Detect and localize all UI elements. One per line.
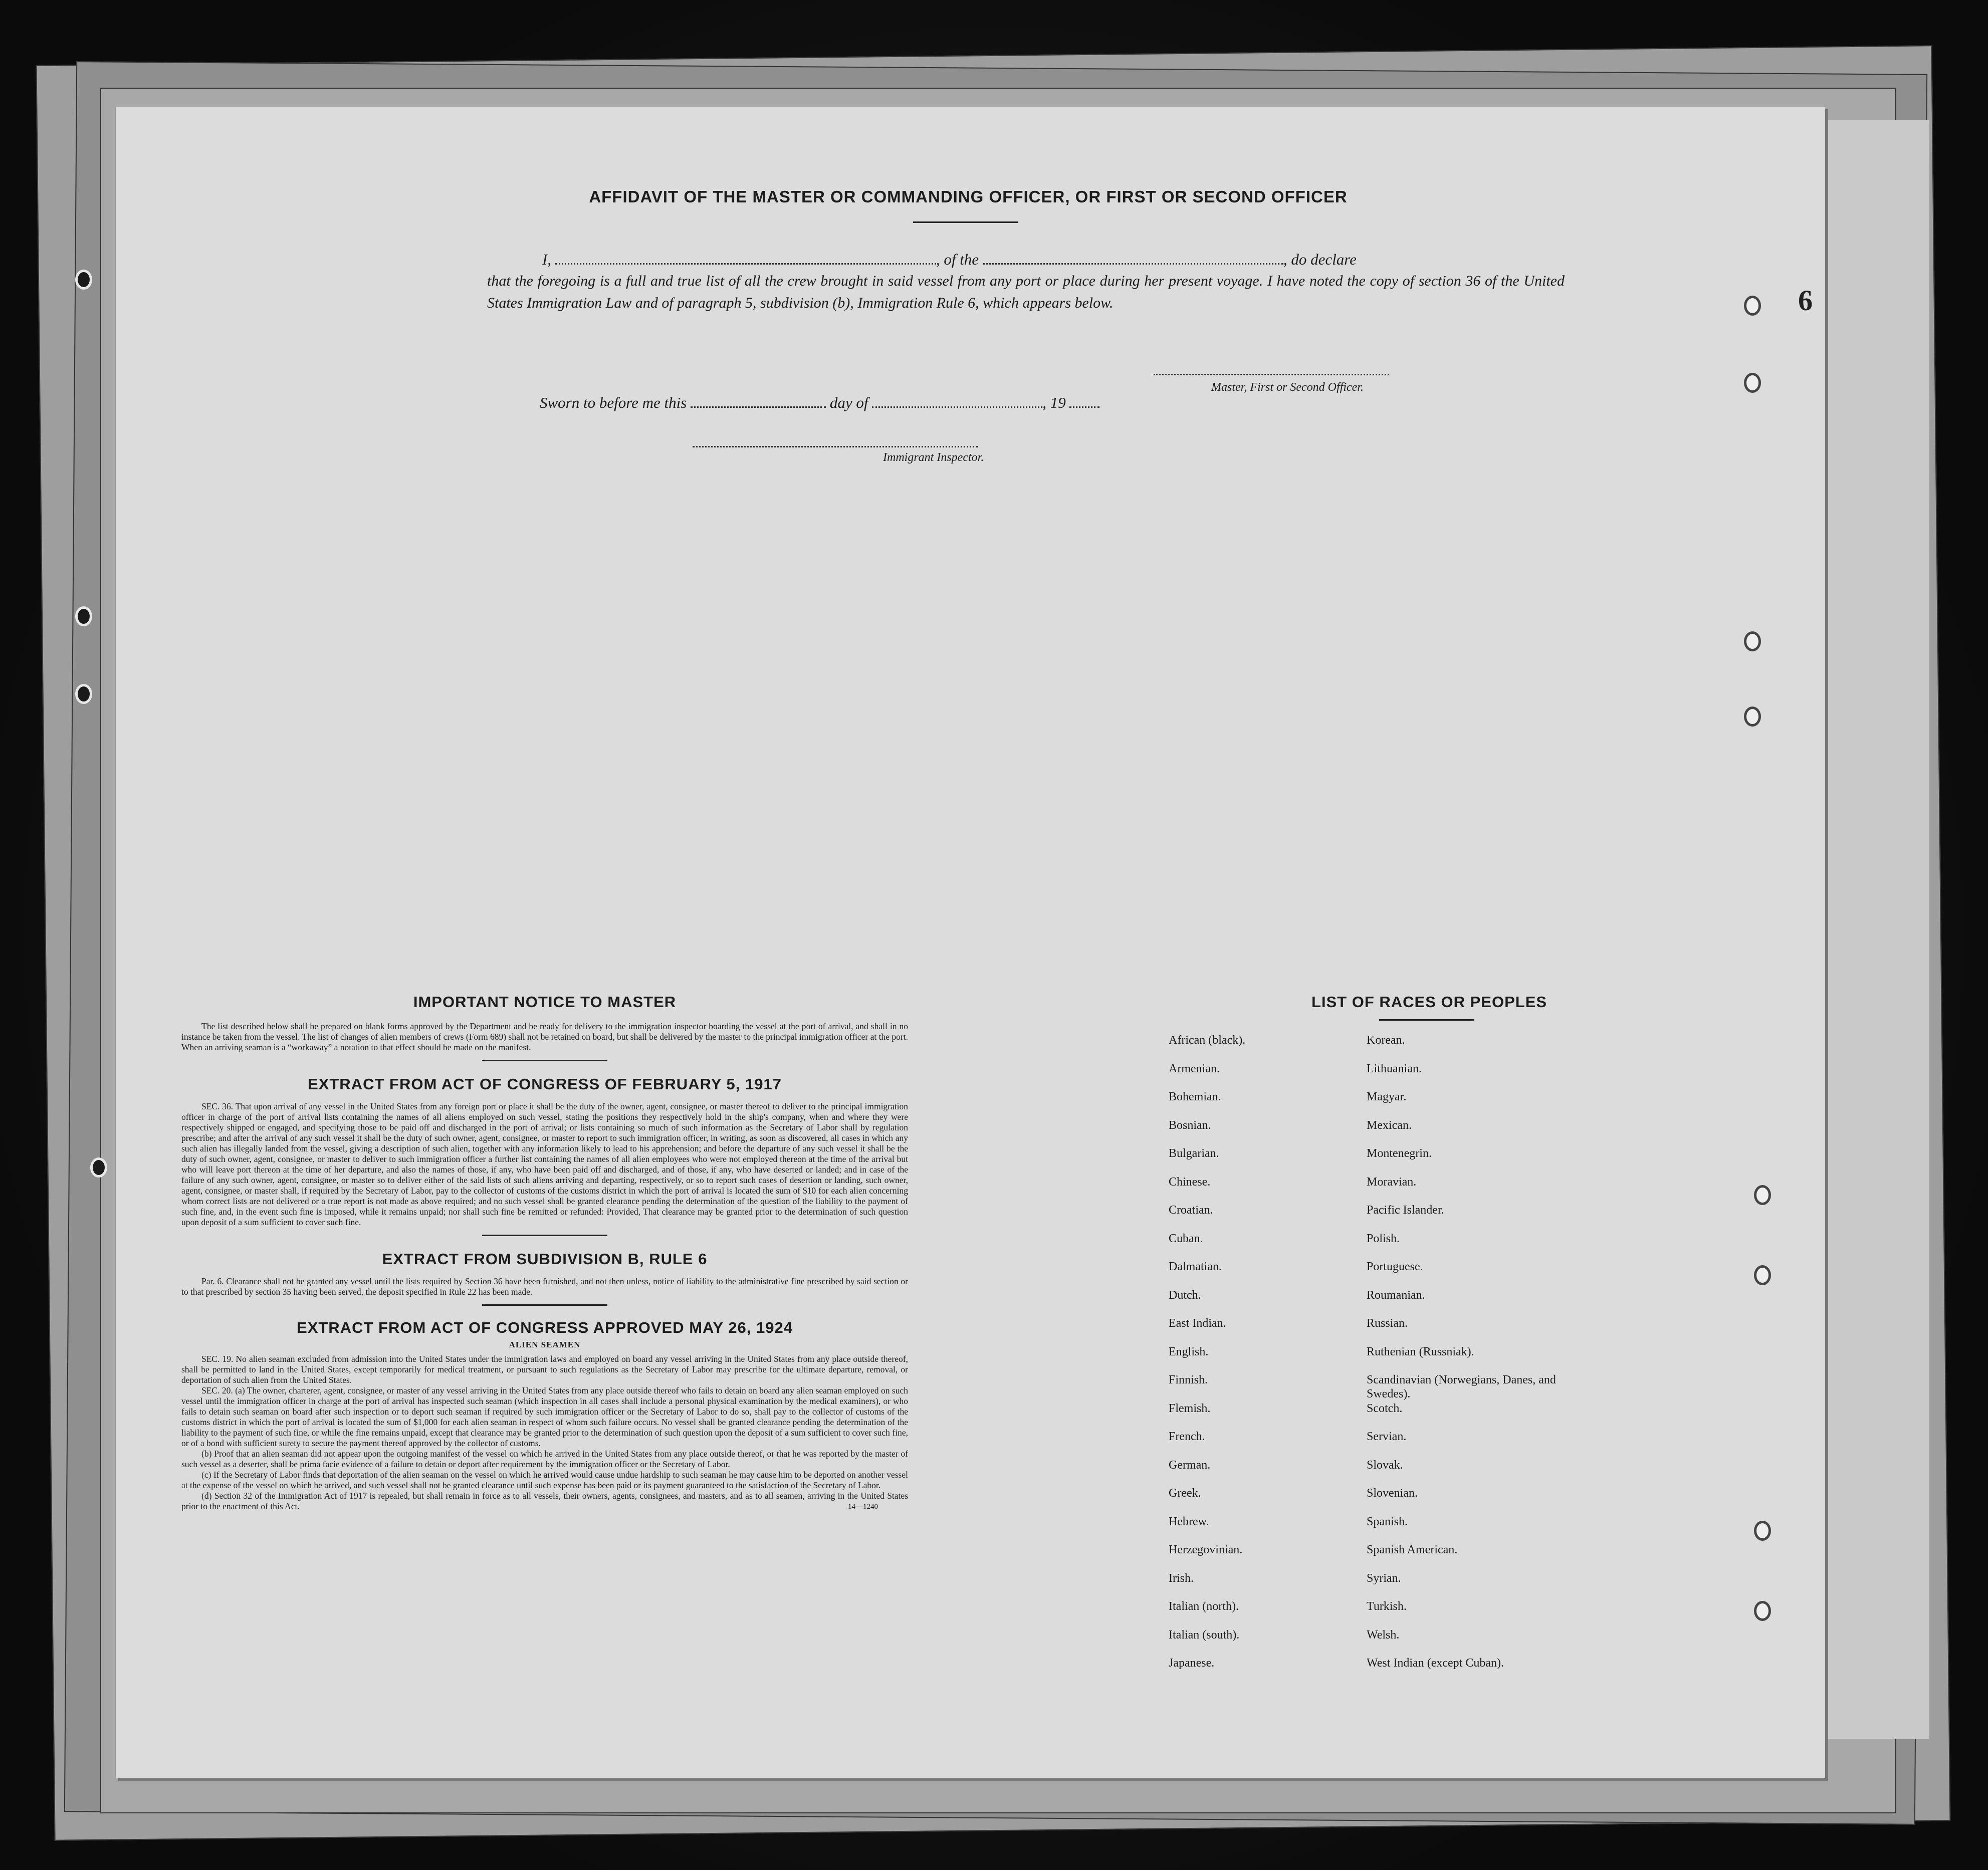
extract-rule6-title: EXTRACT FROM SUBDIVISION B, RULE 6	[382, 1250, 708, 1268]
race-item: Servian.	[1367, 1430, 1407, 1443]
binder-hole	[90, 1157, 107, 1178]
master-signature-blank[interactable]	[1154, 361, 1389, 375]
race-item: Hebrew.	[1169, 1515, 1209, 1528]
name-blank[interactable]	[555, 250, 936, 265]
alien-seamen-subheading: ALIEN SEAMEN	[509, 1340, 581, 1349]
form-number: 14—1240	[848, 1503, 878, 1511]
race-item: Scandinavian (Norwegians, Danes, and Swedes).	[1367, 1373, 1556, 1400]
race-item: Chinese.	[1169, 1175, 1211, 1189]
race-item: English.	[1169, 1345, 1209, 1358]
race-item: Bosnian.	[1169, 1118, 1211, 1132]
extract-1924-paragraph: SEC. 20. (a) The owner, charterer, agent, consignee, or master of any vessel arriving in the United States from any place outside thereof who fails to detain on board any alien seaman employed on such vessel until the immigration officer in charge at the port of arrival has inspected such seaman (which inspection in all cases shall include a personal physical examination by the medical examiners), or who fails to detain such seaman on board after such inspection or to deport such seaman if required by such immigration officer or the Secretary of Labor to do so, shall pay to the collector of customs of the customs district in which the port of arrival is located the sum of $1,000 for each alien seaman in respect of whom such failure occurs. No vessel shall be granted clearance pending the determination of the liability to the payment of such fine, or while the fine remains unpaid, except that clearance may be granted prior to the determination of such question upon the deposit of a sum sufficient to cover such fine, or of a bond with sufficient surety to secure the payment thereof approved by the collector of customs.	[181, 1385, 908, 1448]
binder-hole	[1744, 373, 1761, 393]
extract-rule6-text	[181, 1276, 908, 1297]
race-item: Bohemian.	[1169, 1090, 1221, 1103]
affidavit-body: that the foregoing is a full and true list of all the crew brought in said vessel from any port or place during her present voyage. I have noted the copy of section 36 of the United States Immigration Law and of paragraph 5, subdivision (b), Immigration Rule 6, which appears below.	[487, 273, 1565, 311]
race-item: Croatian.	[1169, 1204, 1213, 1217]
binder-hole	[1744, 707, 1761, 727]
race-item: Italian (north).	[1169, 1600, 1239, 1613]
inspector-signature-label: Immigrant Inspector.	[883, 451, 984, 464]
master-signature-label: Master, First or Second Officer.	[1211, 381, 1364, 394]
races-column-2	[1367, 1033, 1557, 1685]
sworn-year-blank[interactable]	[1069, 393, 1099, 408]
race-item: Bulgarian.	[1169, 1147, 1219, 1160]
race-item: Mexican.	[1367, 1118, 1412, 1132]
race-item: Slovenian.	[1367, 1487, 1418, 1500]
notice-title: IMPORTANT NOTICE TO MASTER	[413, 993, 677, 1011]
extract-1924-text	[181, 1354, 908, 1512]
affidavit-declare-label: , do declare	[1283, 251, 1357, 268]
sworn-line	[540, 392, 1099, 414]
race-item: Turkish.	[1367, 1600, 1407, 1613]
notice-paragraph: The list described below shall be prepared on blank forms approved by the Department and be ready for delivery to the immigration inspector boarding the vessel at the port of arrival, and shall in no instance be taken from the vessel. The list of changes of alien members of crews (Form 689) shall not be retained on board, but shall be delivered by the master to the principal immigration officer at the port. When an arriving seaman is a “workaway” a notation to that effect should be made on the manifest.	[181, 1021, 908, 1052]
race-item: German.	[1169, 1458, 1211, 1472]
race-item: Greek.	[1169, 1487, 1201, 1500]
vessel-blank[interactable]	[983, 250, 1283, 265]
race-item: Slovak.	[1367, 1458, 1403, 1472]
page-number: 6	[1798, 284, 1813, 317]
race-item: Montenegrin.	[1367, 1147, 1432, 1160]
year-prefix-label: , 19	[1042, 394, 1066, 411]
section-rule	[482, 1235, 607, 1236]
race-item: Finnish.	[1169, 1373, 1208, 1386]
section-rule	[482, 1304, 607, 1306]
binder-hole	[75, 684, 92, 704]
binder-hole	[1754, 1265, 1771, 1285]
affidavit-i-label: I,	[542, 251, 552, 268]
race-item: Japanese.	[1169, 1657, 1215, 1670]
extract-1924-paragraph: SEC. 19. No alien seaman excluded from admission into the United States under the immigration laws and employed on board any vessel arriving in the United States from any place outside thereof, shall be permitted to land in the United States, except temporarily for medical treatment, or pursuant to such regulations as the Secretary of Labor may prescribe for the ultimate departure, removal, or deportation of such alien from the United States.	[181, 1354, 908, 1385]
binder-hole	[1754, 1601, 1771, 1621]
inspector-signature-blank[interactable]	[693, 433, 978, 447]
affidavit-title: AFFIDAVIT OF THE MASTER OR COMMANDING OFFICER, OR FIRST OR SECOND OFFICER	[589, 187, 1348, 206]
race-item: Spanish American.	[1367, 1543, 1458, 1556]
extract-1917-text	[181, 1101, 908, 1228]
day-of-label: day of	[829, 394, 868, 411]
race-item: Scotch.	[1367, 1401, 1403, 1415]
race-item: Portuguese.	[1367, 1260, 1423, 1273]
underlying-manifest-edge	[1824, 120, 1929, 1739]
binder-hole	[1754, 1521, 1771, 1541]
extract-1917-paragraph: SEC. 36. That upon arrival of any vessel in the United States from any foreign port or place it shall be the duty of the owner, agent, consignee, or master thereof to deliver to the principal immigration officer in charge of the port of arrival lists containing the names of all aliens employed on such vessel, stating the positions they respectively hold in the ship's company, when and where they were respectively shipped or engaged, and specifying those to be paid off and discharged in the port of arrival; or lists containing so much of such information as the Secretary of Labor shall by regulation prescribe; and after the arrival of any such vessel it shall be the duty of such owner, agent, consignee, or master to report to such immigration officer, in writing, as soon as discovered, all cases in which any such alien has illegally landed from the vessel, giving a description of such alien, together with any information likely to lead to his apprehension; and before the departure of any such vessel it shall be the duty of such owner, agent, consignee, or master to deliver to such immigration officer a further list containing the names of all alien employees who were not employed thereon at the time of the arrival but who will leave port thereon at the time of her departure, and also the names of those, if any, who have been paid off and discharged, and of those, if any, who have deserted or landed; and in case of the failure of any such owner, agent, consignee, or master so to deliver either of the said lists of such aliens arriving and departing, respectively, or so to report such cases of desertion or landing, such owner, agent, consignee, or master shall, if required by the Secretary of Labor, pay to the collector of customs of the customs district in which the port of arrival is located the sum of $10 for each alien concerning whom correct lists are not delivered or a true report is not made as above required; and no such vessel shall be granted clearance pending the determination of the question of the liability to the payment of such fine, and, in the event such fine is imposed, while it remains unpaid; nor shall such fine be remitted or refunded: Provided, That clearance may be granted prior to the determination of such question upon deposit of a sum sufficient to cover such fine.	[181, 1101, 908, 1227]
binder-hole	[75, 606, 92, 626]
title-rule	[913, 221, 1018, 223]
race-item: Dalmatian.	[1169, 1260, 1222, 1273]
race-item: Russian.	[1367, 1317, 1408, 1330]
notice-text	[181, 1021, 908, 1053]
race-item: Herzegovinian.	[1169, 1543, 1243, 1556]
race-item: African (black).	[1169, 1034, 1246, 1047]
notices-column	[181, 993, 908, 1511]
extract-1924-paragraph: (d) Section 32 of the Immigration Act of 1917 is repealed, but shall remain in force as to all vessels, their owners, agents, consignees, and masters, and as to all seamen, arriving in the United States prior to the enactment of this Act.	[181, 1491, 908, 1511]
binder-hole	[1744, 631, 1761, 651]
extract-1924-paragraph: (c) If the Secretary of Labor finds that deportation of the alien seaman on the vessel on which he arrived would cause undue hardship to such seaman he may cause him to be deported on another vessel at the expense of the vessel on which he arrived, and such vessel shall not be granted clearance until such expense has been paid or its payment guaranteed to the satisfaction of the Secretary of Labor.	[181, 1470, 908, 1490]
sworn-label: Sworn to before me this	[540, 394, 687, 411]
race-item: Korean.	[1367, 1034, 1405, 1047]
race-item: Armenian.	[1169, 1062, 1220, 1075]
extract-rule6-paragraph: Par. 6. Clearance shall not be granted any vessel until the lists required by Section 36 have been furnished, and not then unless, notice of liability to the administrative fine prescribed by said section or to that prescribed by section 35 having been served, the deposit specified in Rule 22 has been made.	[181, 1276, 908, 1297]
binder-hole	[1744, 296, 1761, 316]
binder-hole	[1754, 1185, 1771, 1205]
race-item: Cuban.	[1169, 1232, 1203, 1245]
section-rule	[482, 1060, 607, 1061]
race-item: Flemish.	[1169, 1401, 1211, 1415]
binder-hole	[75, 270, 92, 290]
race-item: Polish.	[1367, 1232, 1400, 1245]
extract-1917-title: EXTRACT FROM ACT OF CONGRESS OF FEBRUARY 5, 1917	[308, 1075, 782, 1093]
extract-1924-title: EXTRACT FROM ACT OF CONGRESS APPROVED MAY 26, 1924	[297, 1319, 793, 1336]
race-item: Pacific Islander.	[1367, 1204, 1444, 1217]
race-item: French.	[1169, 1430, 1205, 1443]
affidavit-of-the-label: , of the	[936, 251, 979, 268]
affidavit-declaration-line	[542, 249, 1357, 271]
race-item: West Indian (except Cuban).	[1367, 1657, 1504, 1670]
races-column-1	[1169, 1033, 1359, 1685]
race-item: East Indian.	[1169, 1317, 1226, 1330]
race-item: Dutch.	[1169, 1288, 1201, 1302]
race-item: Magyar.	[1367, 1090, 1407, 1103]
affidavit-page	[115, 106, 1825, 1778]
race-item: Syrian.	[1367, 1571, 1401, 1585]
race-item: Roumanian.	[1367, 1288, 1425, 1302]
race-item: Lithuanian.	[1367, 1062, 1422, 1075]
races-title-rule	[1379, 1019, 1474, 1021]
sworn-day-blank[interactable]	[691, 393, 826, 408]
extract-1924-paragraph: (b) Proof that an alien seaman did not appear upon the outgoing manifest of the vessel on which he arrived in the United States from any place outside thereof, or that he was reported by the master of such vessel as a deserter, shall be prima facie evidence of a failure to detain or deport after requirement by the immigration officer or the Secretary of Labor.	[181, 1449, 908, 1469]
race-item: Moravian.	[1367, 1175, 1417, 1189]
race-item: Spanish.	[1367, 1515, 1408, 1528]
race-item: Irish.	[1169, 1571, 1194, 1585]
races-title: LIST OF RACES OR PEOPLES	[1311, 993, 1548, 1011]
race-item: Italian (south).	[1169, 1628, 1240, 1642]
sworn-month-blank[interactable]	[872, 393, 1042, 408]
race-item: Ruthenian (Russniak).	[1367, 1345, 1474, 1358]
race-item: Welsh.	[1367, 1628, 1400, 1642]
